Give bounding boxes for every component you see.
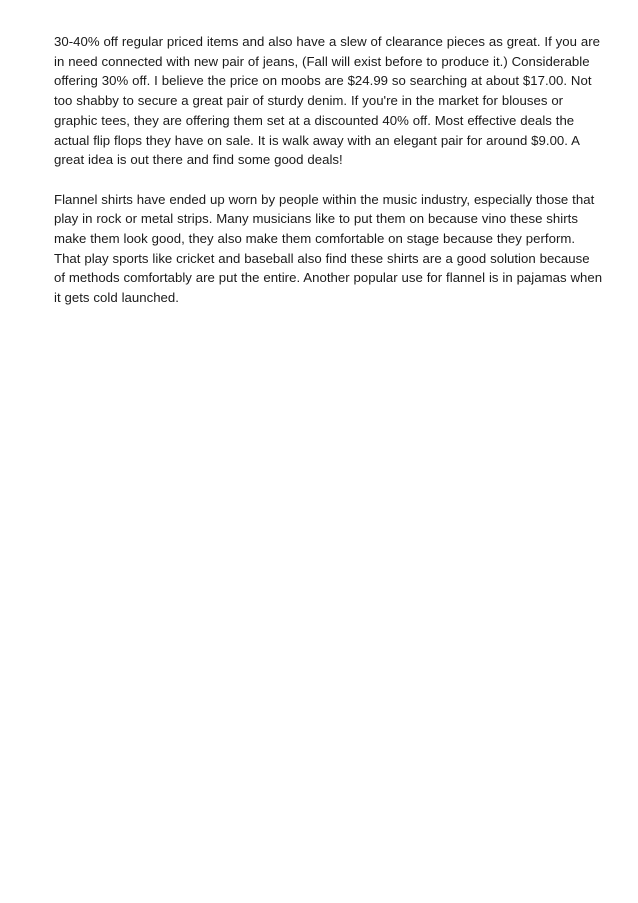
text-line: play in rock or metal strips. Many musicians like to put them on because vino these shirts <box>54 211 578 227</box>
paragraph-flannel-shirts <box>54 190 603 308</box>
text-line: graphic tees, they are offering them set at a discounted 40% off. Most effective deals the <box>54 112 575 128</box>
text-line: That play sports like cricket and baseball also find these shirts are a good solution because <box>54 250 590 266</box>
text-line: in need connected with new pair of jeans, (Fall will exist before to produce it.) Considerable <box>54 53 590 69</box>
text-line: Flannel shirts have ended up worn by people within the music industry, especially those that <box>54 191 595 207</box>
text-line: great idea is out there and find some good deals! <box>54 152 343 168</box>
paragraph-clearance-deals <box>54 32 601 170</box>
text-line: 30-40% off regular priced items and also have a slew of clearance pieces as great. If you are <box>54 34 601 49</box>
document-page <box>54 32 603 308</box>
text-line: too shabby to secure a great pair of sturdy denim. If you're in the market for blouses or <box>54 93 564 109</box>
text-line: of methods comfortably are put the entire. Another popular use for flannel is in pajamas when <box>54 270 603 286</box>
text-line: offering 30% off. I believe the price on moobs are $24.99 so searching at about $17.00. Not <box>54 73 592 89</box>
text-line: actual flip flops they have on sale. It is walk away with an elegant pair for around $9.00. A <box>54 132 580 148</box>
text-line: make them look good, they also make them comfortable on stage because they perform. <box>54 231 576 247</box>
text-line: it gets cold launched. <box>54 290 179 306</box>
